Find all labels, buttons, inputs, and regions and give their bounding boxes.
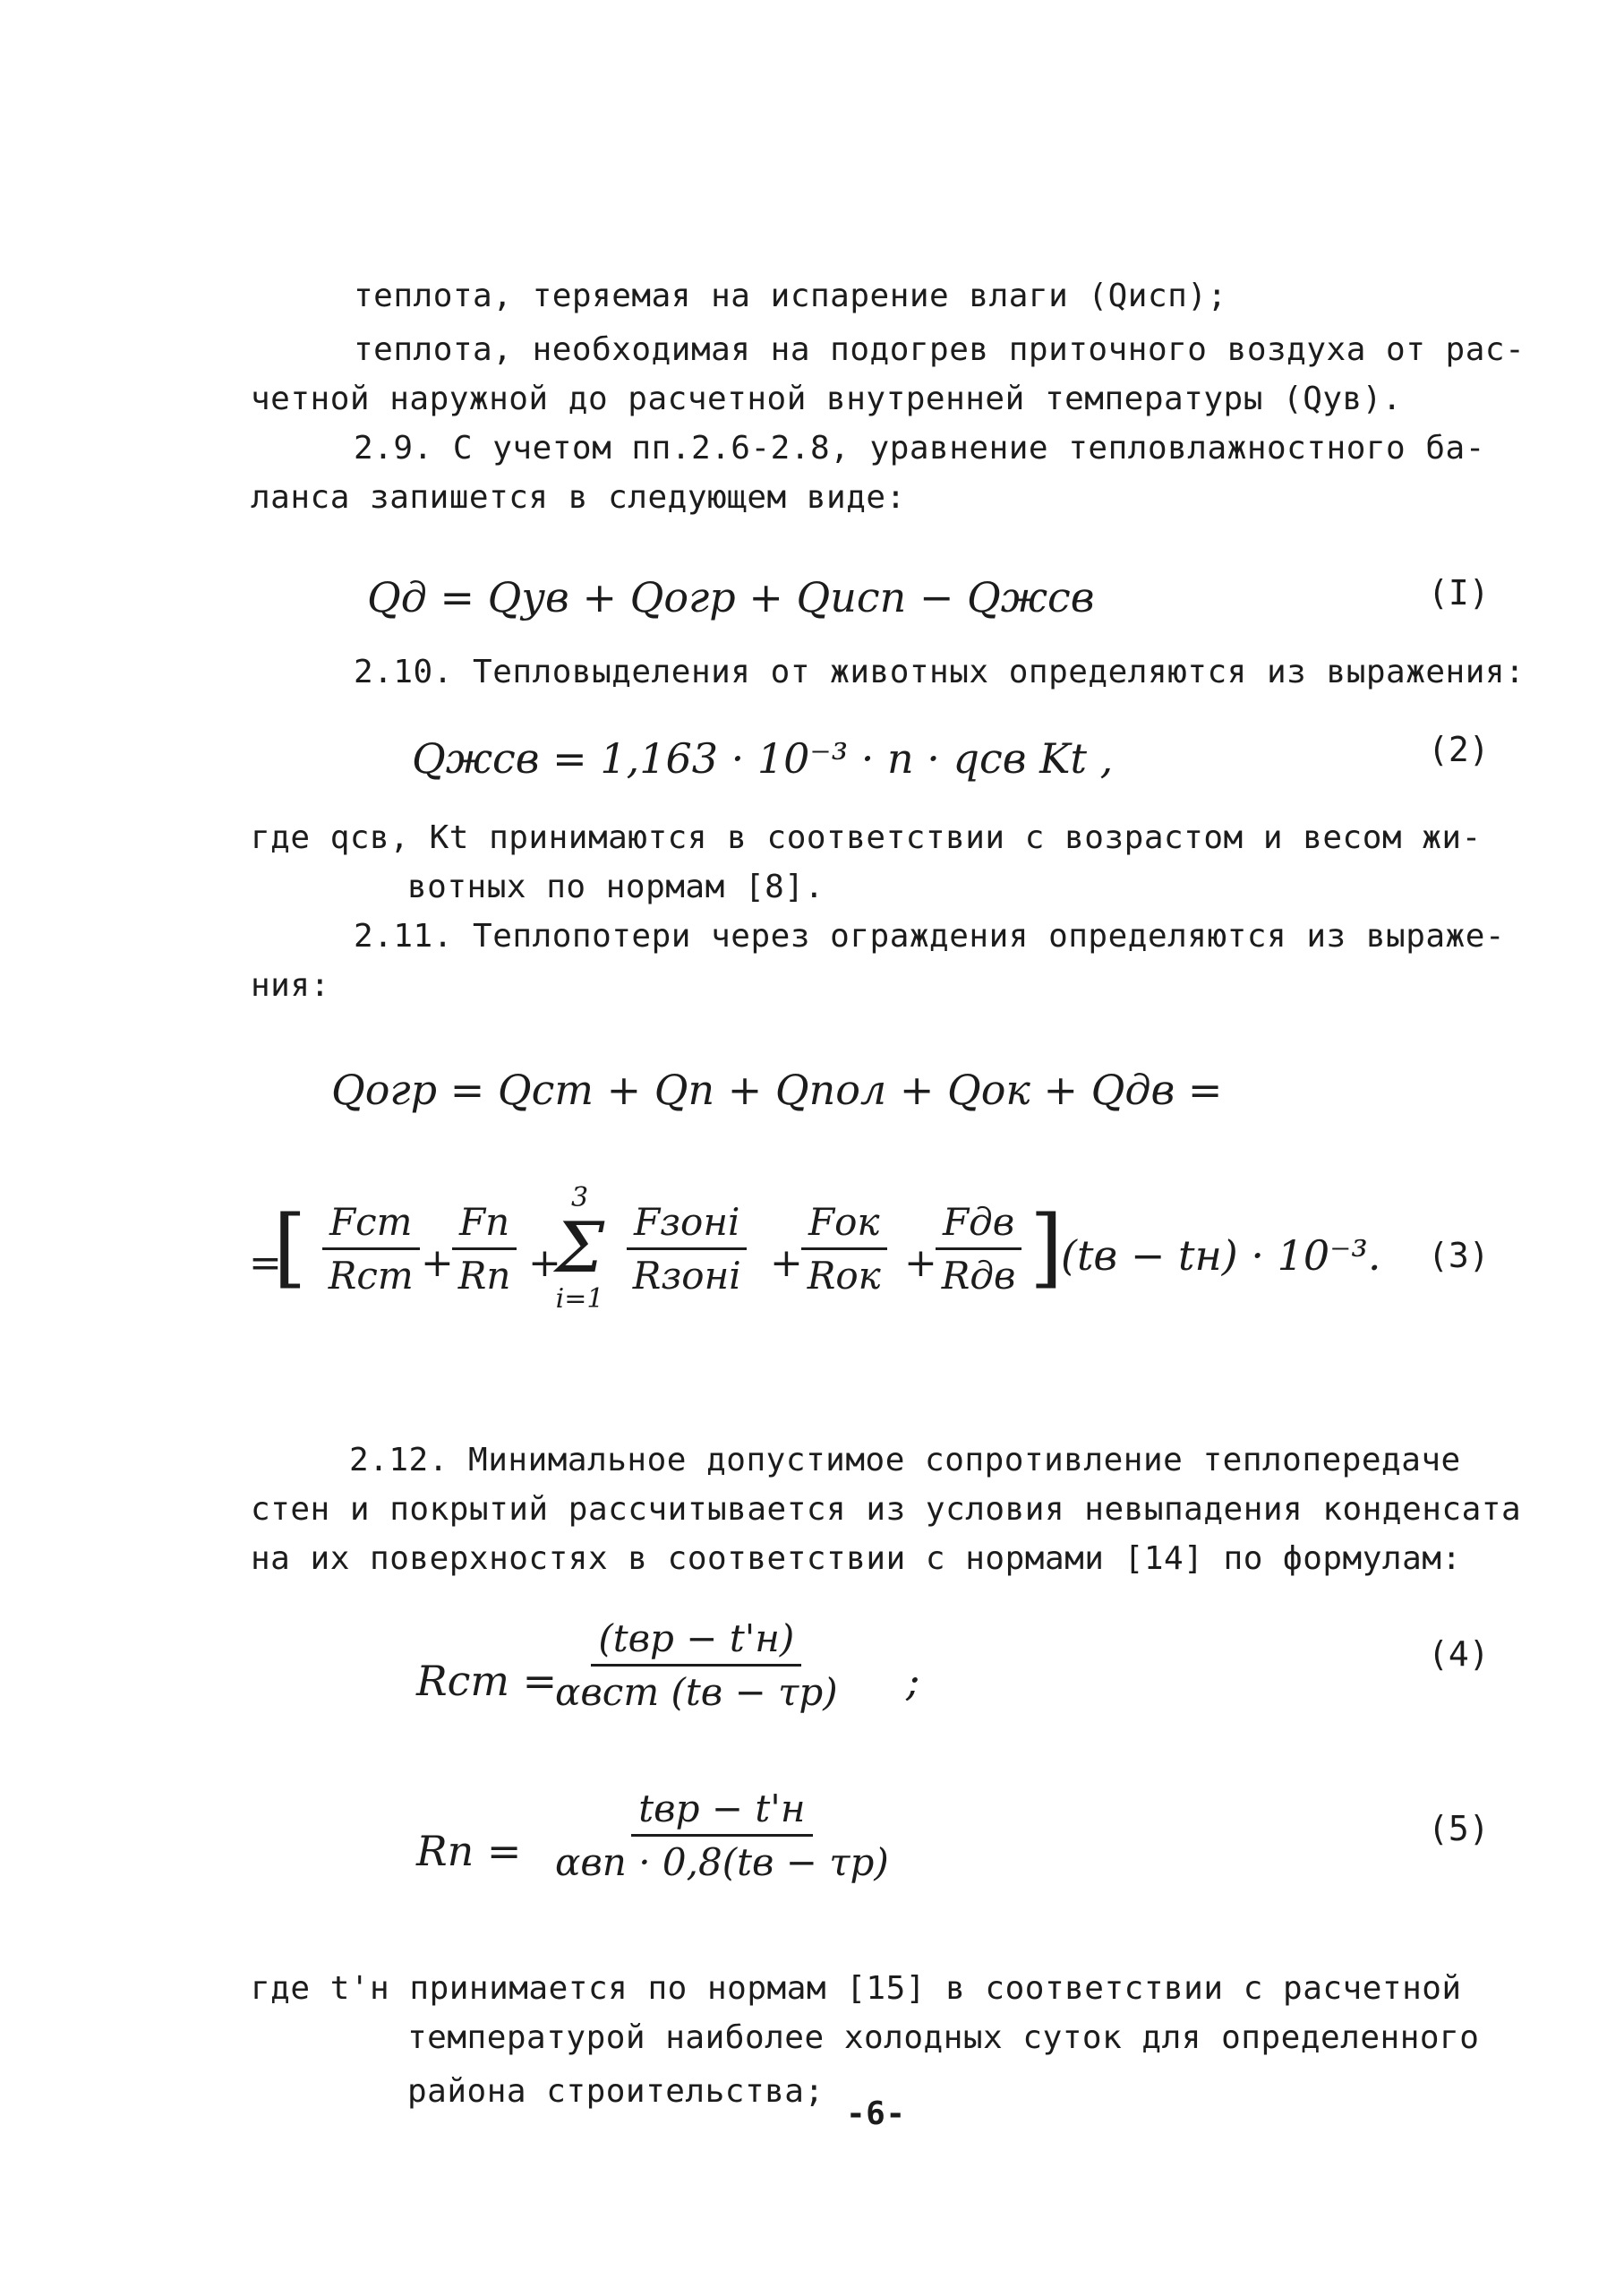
right-bracket: ] xyxy=(1030,1197,1064,1298)
text-line: на их поверхностях в соответствии с нормами [14] по формулам: xyxy=(251,1540,1462,1577)
equation-number: (5) xyxy=(1428,1809,1490,1848)
text-line: района строительства; xyxy=(407,2073,825,2110)
formula-2: Qжсв = 1,163 · 10⁻³ · n · qсв Kt , xyxy=(412,734,1114,783)
text-line: ния: xyxy=(251,967,330,1004)
text-line: вотных по нормам [8]. xyxy=(407,869,825,905)
formula-4-tail: ; xyxy=(906,1657,920,1705)
text-line: где qсв, Kt принимаются в соответствии с возрастом и весом жи- xyxy=(251,819,1482,856)
summation: 3 Σ i=1 xyxy=(555,1182,605,1315)
text-line: теплота, необходимая на подогрев приточного воздуха от рас- xyxy=(354,331,1526,368)
formula-4-lhs: Rст = xyxy=(416,1657,558,1705)
document-page: теплота, теряемая на испарение влаги (Qисп); теплота, необходимая на подогрев приточного воздуха от рас- четной наружной до расчетной внутренней температуры (Qув). 2.9. С учетом пп.2.6-2.8, уравнение тепловлажностного ба- ланса запишется в следующем виде: Qд = Qув + Qогр + Qисп − Qжсв (I) 2.10. Тепловыделения от животных определяются из выражения: Qжсв = 1,163 · 10⁻³ · n · qсв Kt , (2) где qсв, Kt принимаются в соответствии с возрастом и весом жи- вотных по нормам [8]. 2.11. Теплопотери через ограждения определяются из выраже- ния: Qогр = Qст + Qп + Qпол + Qок + Qдв = = [ Fст Rст + Fп Rп + 3 Σ i=1 Fзонi Rзонi + Fок Rок + Fдв Rдв ] (tв − tн) · 10⁻³. (3) 2.12. Минимальное допустимое сопротивление теплопередаче стен и покрытий рассчитывается из условия невыпадения конденсата на их поверхностях в соответствии с нормами [14] по формулам: Rст = (tвр − t'н) αвст (tв − τр) ; (4) Rп = tвр − t'н αвп · 0,8(tв − τр) (5) где t'н принимается по нормам [15] в соответствии с расчетной температурой наиболее холодных суток для определенного района строительства; -6- xyxy=(249,278,1526,2132)
formula-4-fraction: (tвр − t'н) αвст (tв − τр) xyxy=(555,1616,838,1714)
text-line: стен и покрытий рассчитывается из условия невыпадения конденсата xyxy=(251,1491,1522,1528)
formula-3-equals: = xyxy=(249,1240,282,1286)
formula-3-line-1: Qогр = Qст + Qп + Qпол + Qок + Qдв = xyxy=(331,1066,1223,1114)
formula-3-tail: (tв − tн) · 10⁻³. xyxy=(1061,1231,1381,1280)
left-bracket: [ xyxy=(273,1197,307,1298)
formula-1: Qд = Qув + Qогр + Qисп − Qжсв xyxy=(367,573,1095,621)
fraction-ceiling: Fп Rп xyxy=(452,1200,517,1298)
equation-number: (I) xyxy=(1428,573,1490,613)
formula-5-fraction: tвр − t'н αвп · 0,8(tв − τр) xyxy=(555,1787,889,1884)
fraction-door: Fдв Rдв xyxy=(936,1200,1021,1298)
page-number: -6- xyxy=(846,2095,906,2132)
text-line: температурой наиболее холодных суток для определенного xyxy=(407,2019,1480,2056)
equation-number: (4) xyxy=(1428,1634,1490,1674)
text-line: 2.11. Теплопотери через ограждения определяются из выраже- xyxy=(354,918,1506,955)
text-line: теплота, теряемая на испарение влаги (Qисп); xyxy=(354,278,1227,314)
equation-number: (3) xyxy=(1428,1236,1490,1275)
text-line: 2.10. Тепловыделения от животных определяются из выражения: xyxy=(354,654,1526,690)
fraction-floor-zone: Fзонi Rзонi xyxy=(627,1200,747,1298)
text-line: где t'н принимается по нормам [15] в соответствии с расчетной xyxy=(251,1970,1462,2007)
formula-5-lhs: Rп = xyxy=(416,1827,522,1875)
text-line: 2.12. Минимальное допустимое сопротивление теплопередаче xyxy=(349,1442,1461,1478)
equation-number: (2) xyxy=(1428,730,1490,769)
fraction-window: Fок Rок xyxy=(801,1200,887,1298)
text-line: ланса запишется в следующем виде: xyxy=(251,479,906,516)
fraction-wall: Fст Rст xyxy=(322,1200,420,1298)
text-line: 2.9. С учетом пп.2.6-2.8, уравнение тепловлажностного ба- xyxy=(354,430,1485,467)
text-line: четной наружной до расчетной внутренней температуры (Qув). xyxy=(251,381,1403,417)
